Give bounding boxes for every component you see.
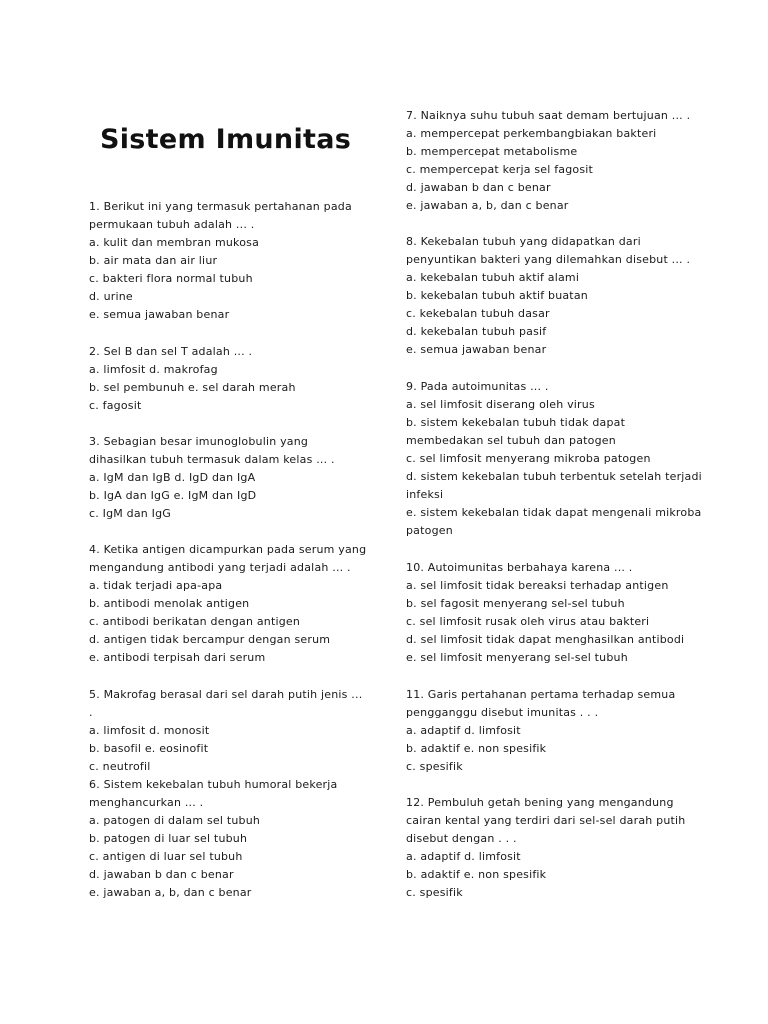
option-c: c. antigen di luar sel tubuh [89, 850, 243, 863]
option-c: c. antibodi berikatan dengan antigen [89, 615, 301, 628]
option-ad: a. limfosit d. makrofag [89, 363, 218, 376]
question-text: 3. Sebagian besar imunoglobulin yang dihasilkan tubuh termasuk dalam kelas ... . [89, 435, 335, 466]
option-a: a. sel limfosit diserang oleh virus [406, 398, 595, 411]
option-c: c. spesifik [406, 886, 463, 899]
question-text: 6. Sistem kekebalan tubuh humoral bekerja menghancurkan ... . [89, 778, 338, 809]
question-11 [406, 686, 706, 776]
option-e: e. semua jawaban benar [89, 308, 230, 321]
question-12 [406, 794, 706, 902]
option-a: a. kulit dan membran mukosa [89, 236, 260, 249]
question-9 [406, 378, 706, 540]
question-text: 10. Autoimunitas berbahaya karena ... . [406, 561, 633, 574]
option-ad: a. adaptif d. limfosit [406, 850, 521, 863]
question-10 [406, 559, 706, 667]
option-c: c. sel limfosit rusak oleh virus atau bakteri [406, 615, 650, 628]
question-text: 4. Ketika antigen dicampurkan pada serum yang mengandung antibodi yang terjadi adalah ... . [89, 543, 367, 574]
option-be: b. basofil e. eosinofit [89, 742, 209, 755]
option-a: a. patogen di dalam sel tubuh [89, 814, 261, 827]
option-d: d. jawaban b dan c benar [89, 868, 234, 881]
option-b: b. sistem kekebalan tubuh tidak dapat membedakan sel tubuh dan patogen [406, 416, 626, 447]
option-d: d. antigen tidak bercampur dengan serum [89, 633, 331, 646]
option-b: b. patogen di luar sel tubuh [89, 832, 248, 845]
option-c: c. neutrofil [89, 760, 151, 773]
question-text: 5. Makrofag berasal dari sel darah putih jenis ... . [89, 688, 363, 719]
option-be: b. IgA dan IgG e. IgM dan IgD [89, 489, 257, 502]
option-c: c. mempercepat kerja sel fagosit [406, 163, 594, 176]
option-e: e. jawaban a, b, dan c benar [89, 886, 252, 899]
option-d: d. sistem kekebalan tubuh terbentuk setelah terjadi infeksi [406, 470, 702, 501]
option-d: d. urine [89, 290, 133, 303]
question-6 [89, 776, 369, 902]
option-e: e. antibodi terpisah dari serum [89, 651, 266, 664]
option-ad: a. IgM dan IgB d. IgD dan IgA [89, 471, 256, 484]
option-b: b. mempercepat metabolisme [406, 145, 578, 158]
question-text: 9. Pada autoimunitas ... . [406, 380, 549, 393]
question-2 [89, 343, 369, 415]
option-b: b. sel fagosit menyerang sel-sel tubuh [406, 597, 625, 610]
question-7 [406, 107, 706, 215]
option-ad: a. adaptif d. limfosit [406, 724, 521, 737]
option-a: a. kekebalan tubuh aktif alami [406, 271, 580, 284]
option-a: a. mempercepat perkembangbiakan bakteri [406, 127, 657, 140]
option-be: b. sel pembunuh e. sel darah merah [89, 381, 296, 394]
option-b: b. air mata dan air liur [89, 254, 218, 267]
option-b: b. antibodi menolak antigen [89, 597, 250, 610]
option-e: e. jawaban a, b, dan c benar [406, 199, 569, 212]
option-e: e. semua jawaban benar [406, 343, 547, 356]
option-d: d. sel limfosit tidak dapat menghasilkan antibodi [406, 633, 685, 646]
question-text: 1. Berikut ini yang termasuk pertahanan pada permukaan tubuh adalah ... . [89, 200, 352, 231]
option-be: b. adaktif e. non spesifik [406, 742, 547, 755]
option-d: d. jawaban b dan c benar [406, 181, 551, 194]
question-text: 2. Sel B dan sel T adalah ... . [89, 345, 253, 358]
option-c: c. spesifik [406, 760, 463, 773]
option-c: c. IgM dan IgG [89, 507, 171, 520]
question-1 [89, 198, 369, 324]
question-text: 7. Naiknya suhu tubuh saat demam bertujuan ... . [406, 109, 691, 122]
option-a: a. tidak terjadi apa-apa [89, 579, 223, 592]
question-5 [89, 686, 369, 776]
option-c: c. fagosit [89, 399, 142, 412]
question-text: 8. Kekebalan tubuh yang didapatkan dari penyuntikan bakteri yang dilemahkan disebut ... . [406, 235, 691, 266]
option-ad: a. limfosit d. monosit [89, 724, 210, 737]
question-3 [89, 433, 369, 523]
option-b: b. kekebalan tubuh aktif buatan [406, 289, 588, 302]
option-c: c. bakteri flora normal tubuh [89, 272, 253, 285]
question-8 [406, 233, 706, 359]
option-a: a. sel limfosit tidak bereaksi terhadap antigen [406, 579, 669, 592]
question-text: 11. Garis pertahanan pertama terhadap semua pengganggu disebut imunitas . . . [406, 688, 676, 719]
question-text: 12. Pembuluh getah bening yang mengandung cairan kental yang terdiri dari sel-sel darah putih disebut dengan . . . [406, 796, 686, 845]
option-e: e. sel limfosit menyerang sel-sel tubuh [406, 651, 628, 664]
option-d: d. kekebalan tubuh pasif [406, 325, 547, 338]
option-c: c. sel limfosit menyerang mikroba patogen [406, 452, 651, 465]
option-c: c. kekebalan tubuh dasar [406, 307, 550, 320]
page-title: Sistem Imunitas [100, 124, 352, 155]
option-e: e. sistem kekebalan tidak dapat mengenali mikroba patogen [406, 506, 702, 537]
option-be: b. adaktif e. non spesifik [406, 868, 547, 881]
question-4 [89, 541, 369, 667]
